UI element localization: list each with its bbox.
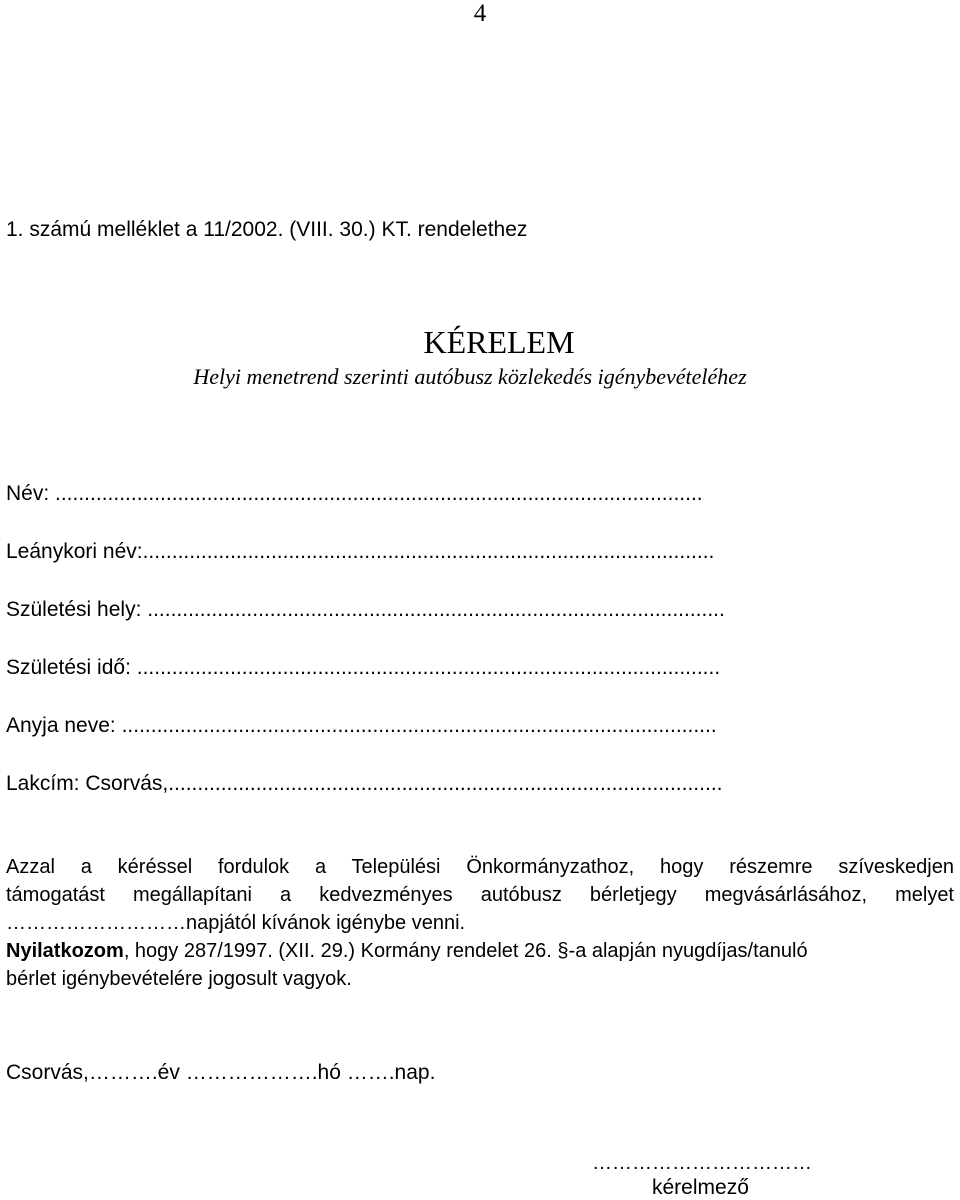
declaration-text: , hogy 287/1997. (XII. 29.) Kormány rendelet 26. §-a alapján nyugdíjas/tanuló <box>123 940 808 962</box>
date-line: Csorvás,……….év ……………….hó …….nap. <box>6 1061 436 1084</box>
declaration-line <box>6 940 808 963</box>
page-number: 4 <box>473 0 487 27</box>
field-birth-place: Születési hely: ................................................................................................... <box>6 598 725 621</box>
field-birth-date: Születési idő: .................................................................................................... <box>6 656 721 679</box>
body-line-3: ………………………napjától kívánok igénybe venni. <box>6 912 466 934</box>
body-line-5: bérlet igénybevételére jogosult vagyok. <box>6 968 352 990</box>
field-mother-name: Anyja neve: ...................................................................................................... <box>6 714 717 737</box>
signature-label: kérelmező <box>652 1176 749 1199</box>
declaration-bold: Nyilatkozom <box>6 940 124 962</box>
body-line-2: támogatást megállapítani a kedvezményes autóbusz bérletjegy megvásárlásához, melyet <box>6 884 954 906</box>
document-title: KÉRELEM <box>423 324 575 360</box>
signature-line: …………………………… <box>592 1152 812 1174</box>
document-subtitle: Helyi menetrend szerinti autóbusz közlekedés igénybevételéhez <box>193 364 747 389</box>
field-maiden-name: Leánykori név:.................................................................................................. <box>6 540 715 563</box>
annex-reference: 1. számú melléklet a 11/2002. (VIII. 30.) KT. rendelethez <box>6 218 528 241</box>
body-line-1: Azzal a kéréssel fordulok a Települési Önkormányzathoz, hogy részemre szíveskedjen <box>6 856 954 878</box>
field-name: Név: ............................................................................................................... <box>6 482 703 505</box>
field-address: Lakcím: Csorvás,............................................................................................... <box>6 772 723 795</box>
